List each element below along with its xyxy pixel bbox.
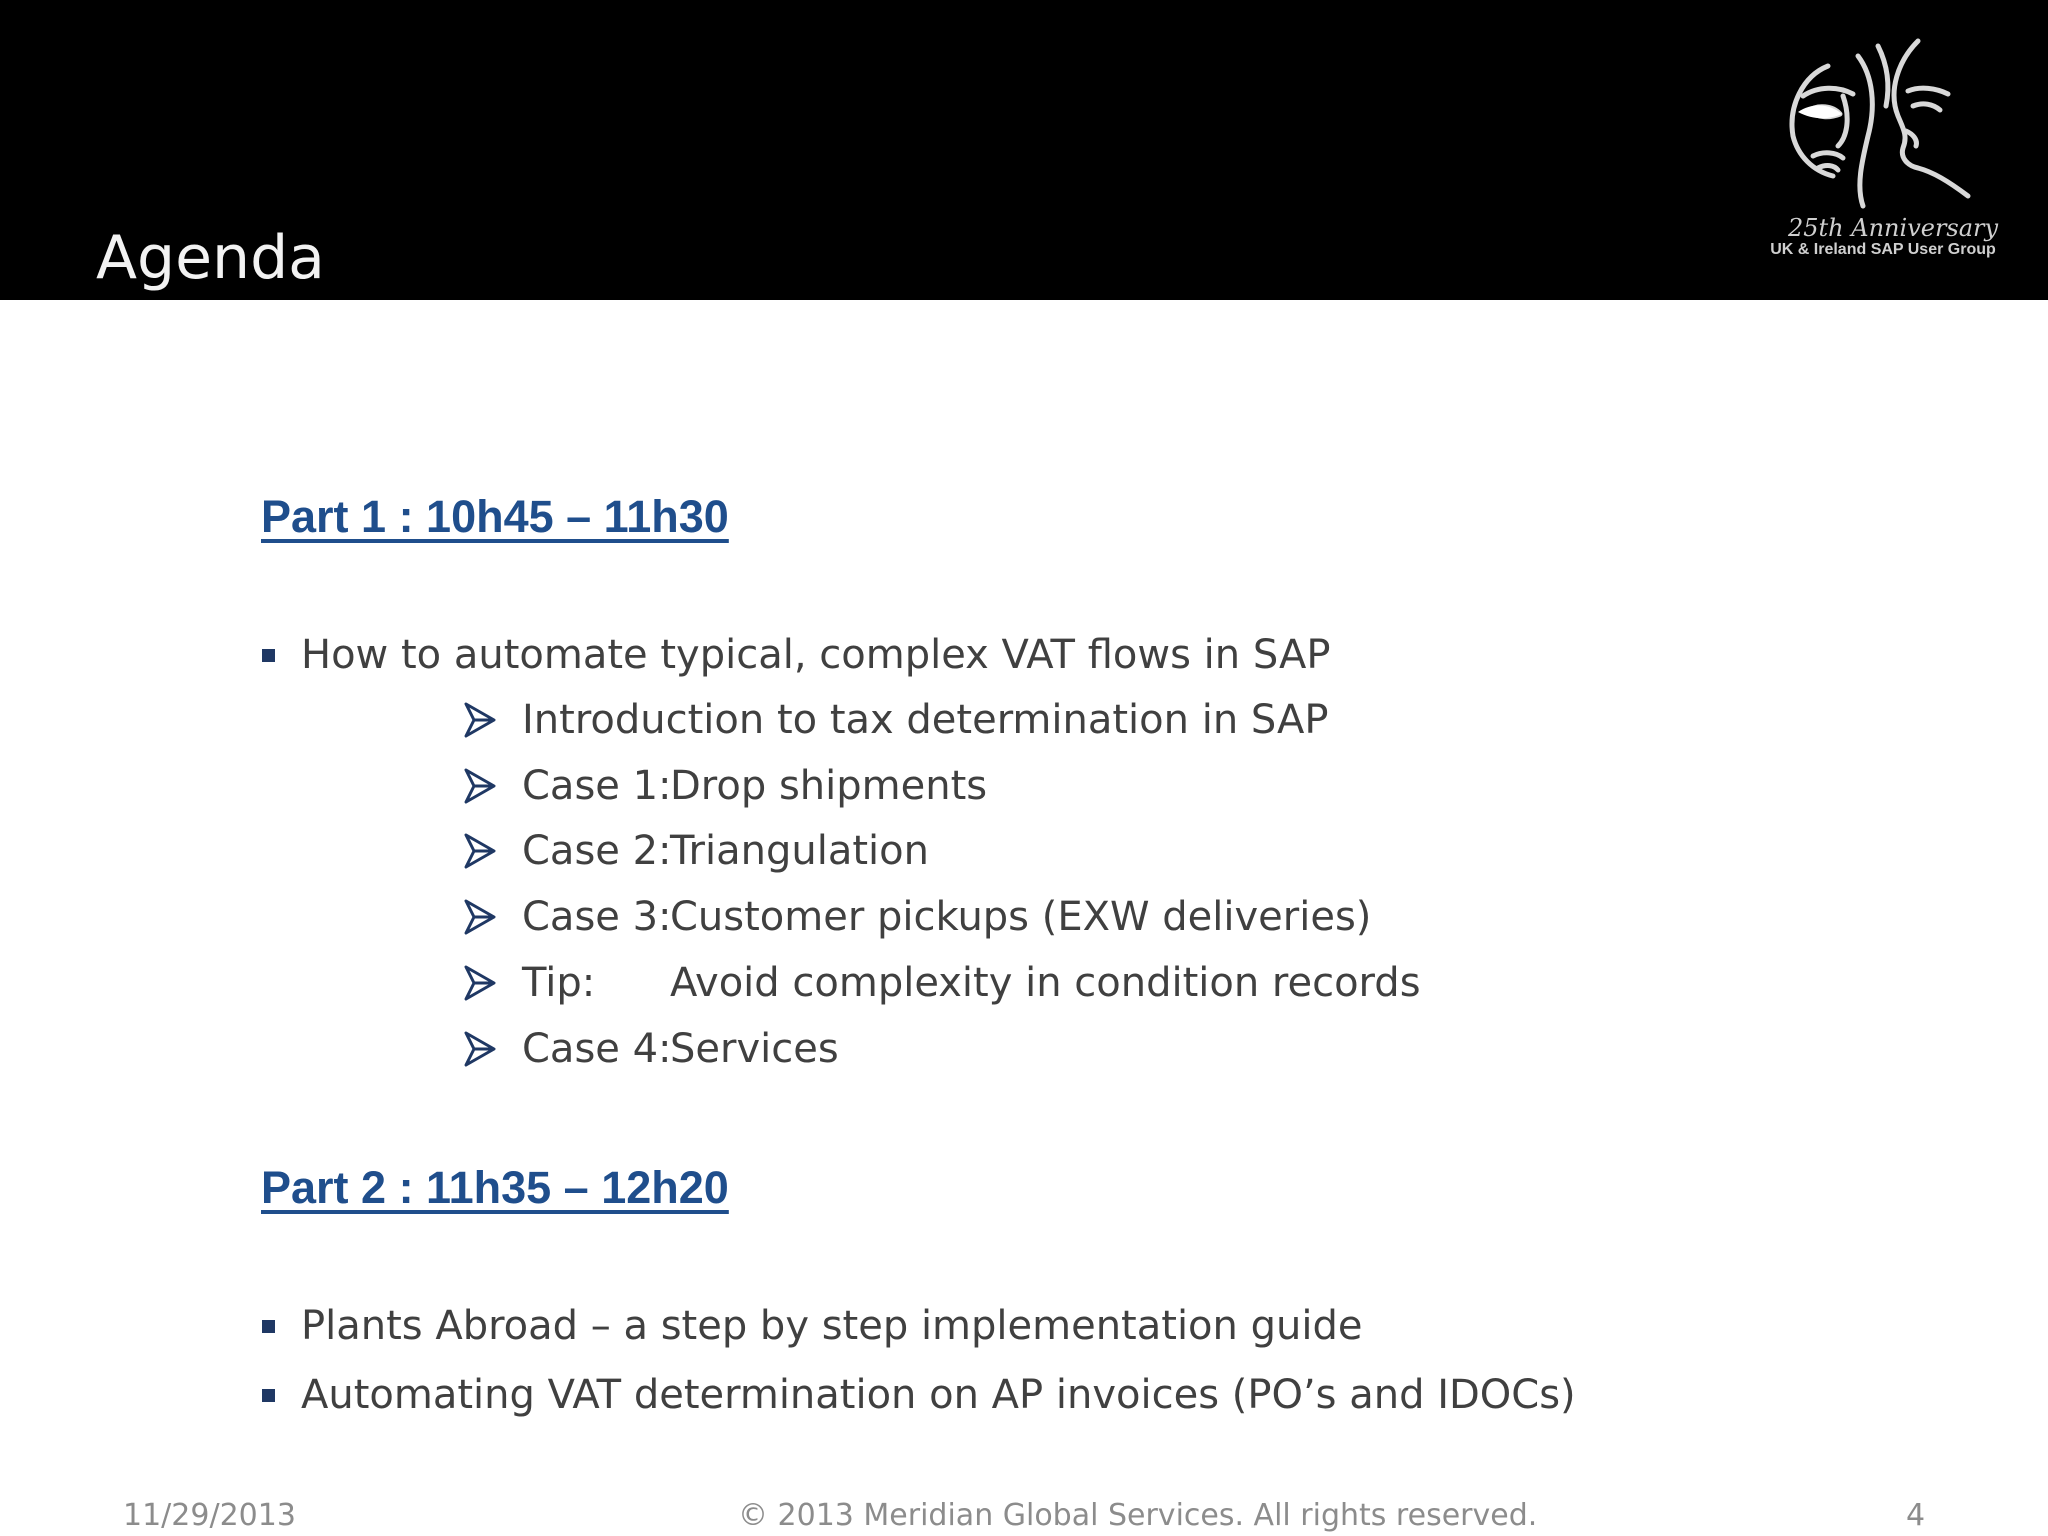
agenda-item-text: Triangulation <box>670 828 929 874</box>
agenda-item-text: Drop shipments <box>670 763 988 809</box>
footer-date: 11/29/2013 <box>123 1498 296 1533</box>
agenda-item-text: Customer pickups (EXW deliveries) <box>670 894 1372 940</box>
agenda-item-label: Case 4: <box>522 1026 672 1072</box>
agenda-item-text: Avoid complexity in condition records <box>670 960 1421 1006</box>
square-bullet-icon <box>262 649 275 662</box>
agenda-item-label: Tip: <box>522 960 596 1006</box>
slide-title: Agenda <box>96 223 325 293</box>
agenda-item <box>462 890 1371 944</box>
logo-anniversary-text: 25th Anniversary <box>1788 214 1999 242</box>
part1-bullet-text: How to automate typical, complex VAT flows in SAP <box>301 632 1331 678</box>
agenda-item-text: Introduction to tax determination in SAP <box>522 697 1329 743</box>
agenda-item <box>462 759 987 813</box>
logo-group-text: UK & Ireland SAP User Group <box>1770 241 1996 258</box>
arrow-bullet-icon <box>462 897 522 937</box>
agenda-item-label: Case 1: <box>522 763 672 809</box>
footer-page-number: 4 <box>1906 1498 1926 1533</box>
part2-bullet-text: Automating VAT determination on AP invoices (PO’s and IDOCs) <box>301 1372 1576 1418</box>
agenda-item-label: Case 3: <box>522 894 672 940</box>
agenda-item <box>462 956 1421 1010</box>
agenda-item <box>462 693 1329 747</box>
part2-bullet <box>262 1368 1576 1422</box>
part2-heading: Part 2 : 11h35 – 12h20 <box>261 1162 729 1213</box>
agenda-item-text: Services <box>670 1026 839 1072</box>
agenda-item-label: Case 2: <box>522 828 672 874</box>
part2-bullet-text: Plants Abroad – a step by step implementation guide <box>301 1303 1363 1349</box>
arrow-bullet-icon <box>462 766 522 806</box>
faces-logo-icon <box>1758 36 2008 216</box>
arrow-bullet-icon <box>462 831 522 871</box>
agenda-item <box>462 1022 839 1076</box>
arrow-bullet-icon <box>462 700 522 740</box>
part1-bullet <box>262 628 1330 682</box>
arrow-bullet-icon <box>462 963 522 1003</box>
arrow-bullet-icon <box>462 1029 522 1069</box>
anniversary-logo <box>1758 36 2008 266</box>
square-bullet-icon <box>262 1320 275 1333</box>
part1-heading: Part 1 : 10h45 – 11h30 <box>261 491 729 542</box>
agenda-item <box>462 824 929 878</box>
part2-bullet <box>262 1299 1362 1353</box>
square-bullet-icon <box>262 1389 275 1402</box>
footer-copyright: © 2013 Meridian Global Services. All rights reserved. <box>738 1498 1538 1533</box>
